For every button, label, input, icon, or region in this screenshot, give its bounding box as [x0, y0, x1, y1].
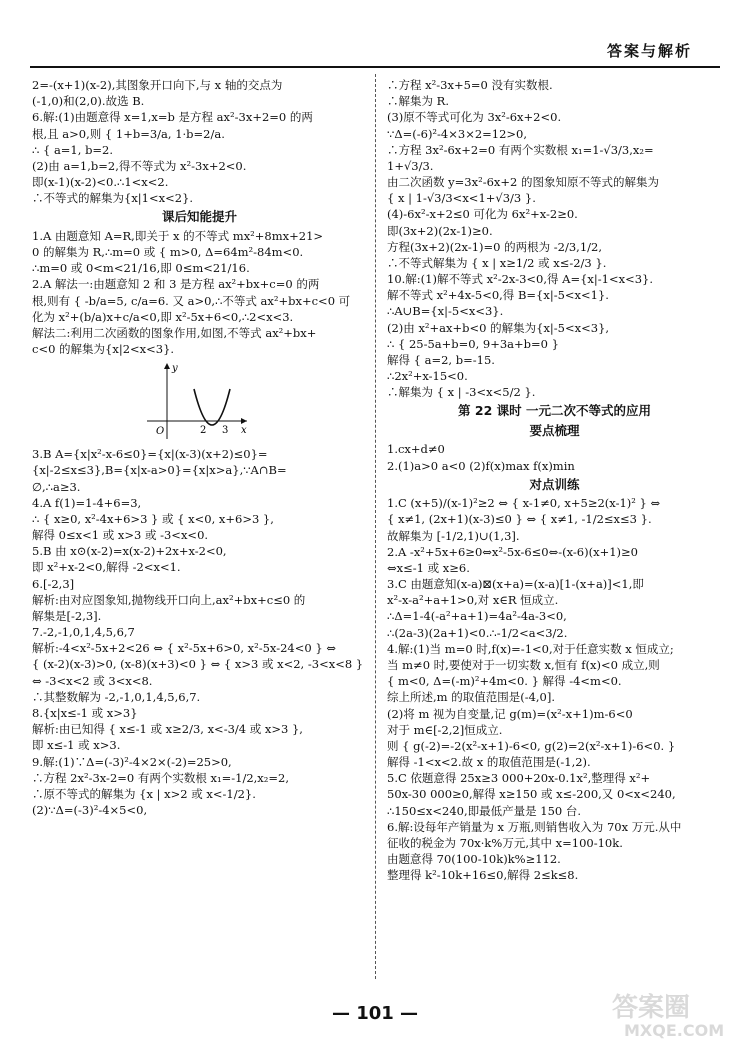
text-line: 2.A -x²+5x+6≥0⇔x²-5x-6≤0⇔-(x-6)(x+1)≥0 — [387, 544, 638, 559]
text-line: 8.{x|x≤-1 或 x>3} — [32, 706, 138, 720]
text-line: 即 x≤-1 或 x>3. — [32, 738, 121, 753]
watermark-top: 答案圈 — [612, 993, 691, 1023]
text-line: 解得 { a=2, b=-15. — [387, 352, 495, 367]
lesson-22-title: 第 22 课时 一元二次不等式的应用 — [458, 403, 651, 419]
text-line: 1+√3/3. — [387, 158, 434, 173]
text-line: 解得 0≤x<1 或 x>3 或 -3<x<0. — [32, 528, 209, 543]
text-line: 7.-2,-1,0,1,4,5,6,7 — [32, 625, 135, 640]
graph-label-x: x — [241, 425, 247, 437]
page-header — [0, 0, 750, 68]
text-line: 10.解:(1)解不等式 x²-2x-3<0,得 A={x|-1<x<3}. — [387, 272, 654, 287]
text-line: ∴m=0 或 0<m<21/16,即 0≤m<21/16. — [32, 261, 250, 276]
text-line: 由二次函数 y=3x²-6x+2 的图象知原不等式的解集为 — [387, 175, 659, 190]
text-line: 即(x-1)(x-2)<0.∴1<x<2. — [32, 175, 169, 190]
text-line: 即(3x+2)(2x-1)≥0. — [387, 223, 493, 238]
text-line: ⇔x≤-1 或 x≥6. — [387, 560, 470, 575]
text-line: 当 m≠0 时,要使对于一切实数 x,恒有 f(x)<0 成立,则 — [387, 658, 660, 672]
text-line: 征收的税金为 70x·k%万元,其中 x=100-10k. — [387, 835, 623, 850]
text-line: ∴Δ=1-4(-a²+a+1)=4a²-4a-3<0, — [387, 609, 567, 624]
text-line: 解析:由已知得 { x≤-1 或 x≥2/3, x<-3/4 或 x>3 }, — [32, 722, 303, 737]
text-line: 解得 -1<x<2.故 x 的取值范围是(-1,2). — [387, 755, 591, 770]
text-line: 整理得 k²-10k+16≤0,解得 2≤k≤8. — [387, 868, 579, 883]
text-line: ∴方程 x²-3x+5=0 没有实数根. — [387, 78, 553, 92]
right-block-3 — [387, 496, 722, 883]
text-line: { m<0, Δ=(-m)²+4m<0. } 解得 -4<m<0. — [387, 674, 622, 689]
text-line: 1.C (x+5)/(x-1)²≥2 ⇔ { x-1≠0, x+5≥2(x-1)² } ⇔ — [387, 496, 661, 511]
text-line: 根,且 a>0,则 { 1+b=3/a, 1·b=2/a. — [32, 126, 225, 141]
text-line: ∴其整数解为 -2,-1,0,1,4,5,6,7. — [32, 689, 201, 704]
parabola-graph — [142, 361, 252, 441]
text-line: 解法二:利用二次函数的图象作用,如图,不等式 ax²+bx+ — [32, 325, 317, 340]
text-line: 解析:-4<x²-5x+2<26 ⇔ { x²-5x+6>0, x²-5x-24<0 } ⇔ — [32, 641, 336, 656]
text-line: ∴ { x≥0, x²-4x+6>3 } 或 { x<0, x+6>3 }, — [32, 511, 274, 526]
text-line: 2.(1)a>0 a<0 (2)f(x)max f(x)min — [387, 458, 575, 473]
text-line: 3.C 由题意知(x-a)⊠(x+a)=(x-a)[1-(x+a)]<1,即 — [387, 577, 644, 592]
left-block-2 — [32, 229, 367, 357]
text-line: (2)由 x²+ax+b<0 的解集为{x|-5<x<3}, — [387, 320, 610, 335]
text-line: 5.B 由 x⊙(x-2)=x(x-2)+2x+x-2<0, — [32, 544, 227, 559]
text-line: 6.解:(1)由题意得 x=1,x=b 是方程 ax²-3x+2=0 的两 — [32, 110, 313, 125]
text-line: 解析:由对应图象知,抛物线开口向上,ax²+bx+c≤0 的 — [32, 592, 306, 607]
text-line: { (x-2)(x-3)>0, (x-8)(x+3)<0 } ⇔ { x>3 或 x<2, -3<x<8 } — [32, 657, 364, 672]
text-line: ∴不等式的解集为{x|1<x<2}. — [32, 191, 194, 206]
text-line: x²-x-a²+a+1>0,对 x∈R 恒成立. — [387, 593, 559, 608]
text-line: 由题意得 70(100-10k)k%≥112. — [387, 852, 561, 867]
right-column — [387, 78, 722, 983]
text-line: 2.A 解法一:由题意知 2 和 3 是方程 ax²+bx+c=0 的两 — [32, 277, 320, 292]
text-line: ∴原不等式的解集为 {x | x>2 或 x<-1/2}. — [32, 786, 256, 801]
text-line: 综上所述,m 的取值范围是(-4,0]. — [387, 690, 556, 705]
text-line: c<0 的解集为{x|2<x<3}. — [32, 342, 175, 357]
text-line: 4.解:(1)当 m=0 时,f(x)=-1<0,对于任意实数 x 恒成立; — [387, 641, 674, 656]
key-points-title: 要点梳理 — [529, 422, 580, 438]
text-line: (-1,0)和(2,0).故选 B. — [32, 94, 145, 109]
text-line: 0 的解集为 R,∴m=0 或 { m>0, Δ=64m²-84m<0. — [32, 245, 304, 260]
graph-label-2: 2 — [200, 425, 207, 437]
graph-parabola — [194, 389, 230, 425]
graph-x-arrow — [241, 418, 247, 424]
left-block-1 — [32, 78, 367, 206]
page-number: — 101 — — [331, 1003, 419, 1024]
watermark-logo — [604, 986, 744, 1041]
text-line: 解不等式 x²+4x-5<0,得 B={x|-5<x<1}. — [387, 288, 609, 303]
text-line: 1.A 由题意知 A=R,即关于 x 的不等式 mx²+8mx+21> — [32, 228, 324, 243]
text-line: 9.解:(1)∵Δ=(-3)²-4×2×(-2)=25>0, — [32, 754, 232, 769]
text-line: 2=-(x+1)(x-2),其图象开口向下,与 x 轴的交点为 — [32, 78, 283, 92]
left-block-3 — [32, 447, 367, 818]
text-line: ∴ { 25-5a+b=0, 9+3a+b=0 } — [387, 336, 559, 351]
text-line: ∴解集为 R. — [387, 94, 449, 109]
text-line: (3)原不等式可化为 3x²-6x+2<0. — [387, 110, 562, 125]
text-line: (2)由 a=1,b=2,得不等式为 x²-3x+2<0. — [32, 158, 247, 173]
text-line: ∵Δ=(-6)²-4×3×2=12>0, — [387, 126, 528, 141]
text-line: 方程(3x+2)(2x-1)=0 的两根为 -2/3,1/2, — [387, 239, 602, 254]
right-block-1 — [387, 78, 722, 400]
header-title: 答案与解析 — [606, 42, 692, 60]
text-line: { x≠1, (2x+1)(x-3)≤0 } ⇔ { x≠1, -1/2≤x≤3 }. — [387, 512, 652, 527]
text-line: ∴ { a=1, b=2. — [32, 142, 114, 157]
left-column — [32, 78, 367, 983]
text-line: {x|-2≤x≤3},B={x|x-a>0}={x|x>a},∵A∩B= — [32, 463, 287, 478]
graph-label-y: y — [172, 363, 178, 375]
text-line: (2)∵Δ=(-3)²-4×5<0, — [32, 803, 148, 818]
column-divider — [375, 74, 376, 979]
text-line: ∴2x²+x-15<0. — [387, 369, 468, 384]
right-block-2 — [387, 442, 722, 473]
graph-y-arrow — [164, 363, 170, 369]
text-line: 根,则有 { -b/a=5, c/a=6. 又 a>0,∴不等式 ax²+bx+c<0 可 — [32, 293, 351, 308]
text-line: { x | 1-√3/3<x<1+√3/3 }. — [387, 191, 536, 206]
text-line: ∴方程 2x²-3x-2=0 有两个实数根 x₁=-1/2,x₂=2, — [32, 770, 290, 785]
text-line: 故解集为 [-1/2,1)∪(1,3]. — [387, 528, 520, 543]
text-line: ∴(2a-3)(2a+1)<0.∴-1/2<a<3/2. — [387, 625, 568, 640]
practice-title: 对点训练 — [529, 476, 580, 492]
text-line: 50x-30 000≥0,解得 x≥150 或 x≤-200,又 0<x<240, — [387, 787, 676, 802]
text-line: ∴不等式解集为 { x | x≥1/2 或 x≤-2/3 }. — [387, 255, 607, 270]
header-rule — [30, 66, 720, 68]
text-line: ∴解集为 { x | -3<x<5/2 }. — [387, 385, 536, 400]
text-line: 化为 x²+(b/a)x+c/a<0,即 x²-5x+6<0,∴2<x<3. — [32, 309, 294, 324]
graph-label-3: 3 — [222, 425, 229, 437]
text-line: 解集是[-2,3]. — [32, 608, 102, 623]
text-line: (4)-6x²-x+2≤0 可化为 6x²+x-2≥0. — [387, 207, 578, 222]
text-line: (2)将 m 视为自变量,记 g(m)=(x²-x+1)m-6<0 — [387, 706, 633, 721]
graph-label-o: O — [156, 426, 165, 438]
text-line: 5.C 依题意得 25x≥3 000+20x-0.1x²,整理得 x²+ — [387, 771, 651, 786]
text-line: 则 { g(-2)=-2(x²-x+1)-6<0, g(2)=2(x²-x+1)-6<0. } — [387, 738, 676, 753]
text-line: 即 x²+x-2<0,解得 -2<x<1. — [32, 560, 181, 575]
text-line: 6.解:设每年产销量为 x 万瓶,则销售收入为 70x 万元.从中 — [387, 819, 682, 834]
watermark-bottom: MXQE.COM — [624, 1021, 725, 1040]
text-line: 对于 m∈[-2,2]恒成立. — [387, 722, 503, 737]
section-title-after-class: 课后知能提升 — [161, 209, 237, 225]
text-line: ⇔ -3<x<2 或 3<x<8. — [32, 673, 153, 688]
text-line: 3.B A={x|x²-x-6≤0}={x|(x-3)(x+2)≤0}= — [32, 447, 268, 462]
text-line: 6.[-2,3] — [32, 576, 75, 591]
text-line: ∴150≤x<240,即最低产量是 150 台. — [387, 803, 582, 818]
text-line: ∴A∪B={x|-5<x<3}. — [387, 304, 504, 319]
text-line: ∴方程 3x²-6x+2=0 有两个实数根 x₁=1-√3/3,x₂= — [387, 142, 654, 157]
text-line: ∅,∴a≥3. — [32, 479, 81, 494]
text-line: 4.A f(1)=1-4+6=3, — [32, 495, 142, 510]
text-line: 1.cx+d≠0 — [387, 442, 445, 457]
